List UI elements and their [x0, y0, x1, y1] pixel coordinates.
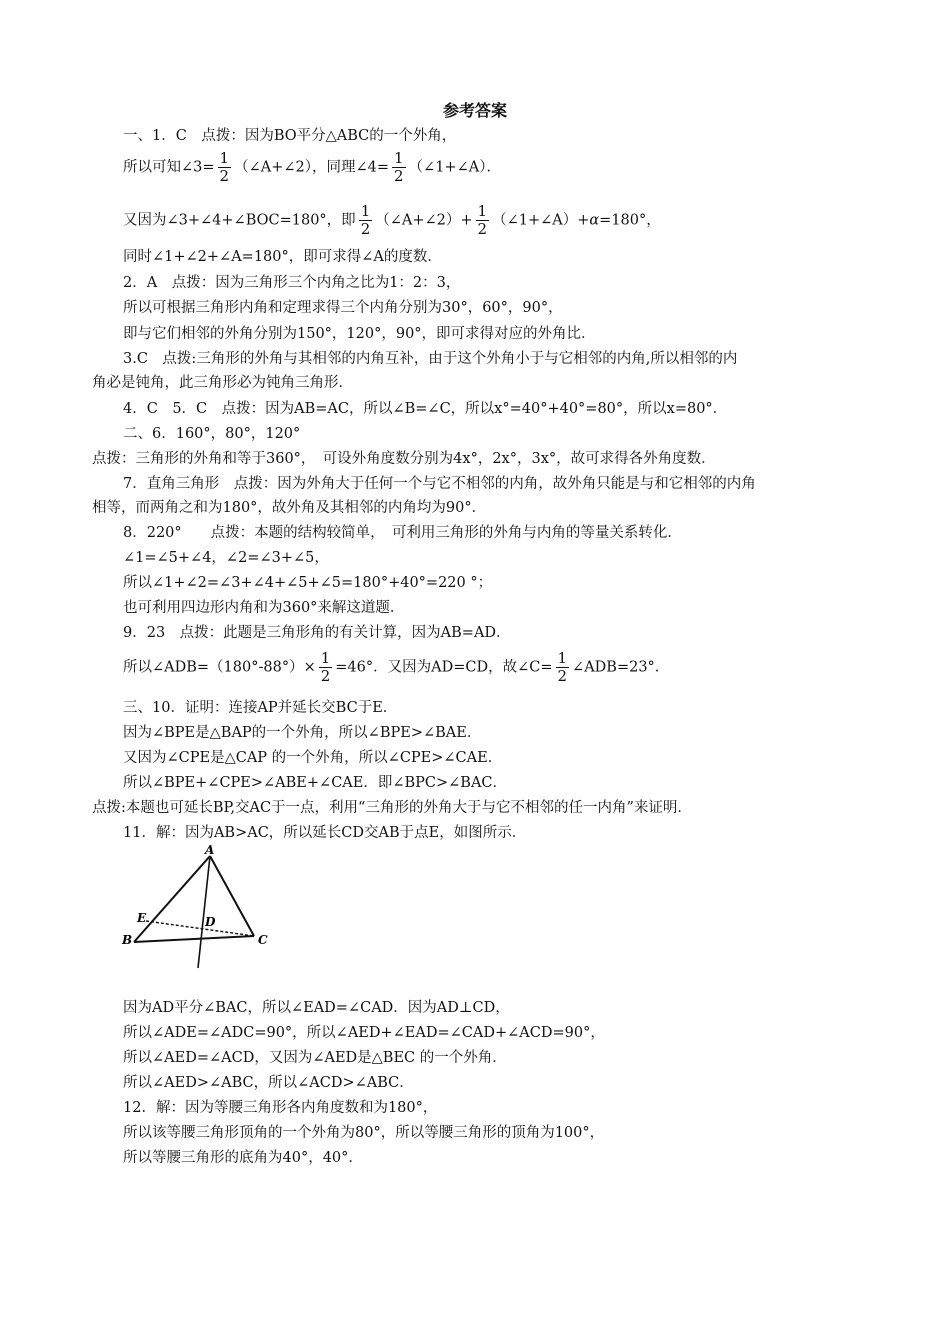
answer-line-12: 8．220° 点拨：本题的结构较简单， 可利用三角形的外角与内角的等量关系转化．	[123, 525, 682, 541]
answer-line-1: 一、1．C 点拨：因为BO平分△ABC的一个外角，	[123, 128, 457, 144]
formula-line-3: 同时∠1+∠2+∠A=180°，即可求得∠A的度数．	[123, 249, 442, 265]
triangle-figure	[118, 840, 278, 972]
answer-line-5: 3.C 点拨:三角形的外角与其相邻的内角互补，由于这个外角小于与它相邻的内角,所以相邻的内	[123, 351, 738, 367]
answer-line-10: 7．直角三角形 点拨：因为外角大于任何一个与它不相邻的内角，故外角只能是与和它相邻的内角	[123, 476, 756, 492]
fraction: $\frac{1}{2}$	[394, 149, 404, 185]
answer-line-27: 12．解：因为等腰三角形各内角度数和为180°，	[123, 1100, 438, 1116]
answer-line-19: 又因为∠CPE是△CAP 的一个外角，所以∠CPE>∠CAE．	[123, 750, 503, 766]
segment-ab	[134, 856, 210, 942]
answer-line-20: 所以∠BPE+∠CPE>∠ABE+∠CAE．即∠BPC>∠BAC．	[123, 775, 508, 791]
label-c: C	[258, 933, 268, 947]
formula-line-1	[123, 150, 501, 185]
segment-bc	[134, 936, 254, 942]
answer-line-16: 9．23 点拨：此题是三角形角的有关计算，因为AB=AD．	[123, 625, 511, 641]
formula-text: （∠1+∠A）．	[408, 159, 501, 176]
answer-line-7: 4．C 5．C 点拨：因为AB=AC，所以∠B=∠C，所以x°=40°+40°=80°，所以x=80°．	[123, 401, 728, 417]
label-d: D	[205, 915, 216, 929]
fraction: $\frac{1}{2}$	[557, 649, 568, 685]
formula-text: =46°．又因为AD=CD，故∠C=	[335, 659, 553, 676]
line-ad	[198, 856, 210, 968]
label-a: A	[205, 843, 215, 857]
answer-line-15: 也可利用四边形内角和为360°来解这道题．	[123, 600, 405, 616]
answer-line-21: 点拨:本题也可延长BP,交AC于一点，利用“三角形的外角大于与它不相邻的任一内角”来证明．	[92, 800, 692, 816]
fraction: $\frac{1}{2}$	[320, 649, 331, 685]
answer-line-25: 所以∠AED=∠ACD，又因为∠AED是△BEC 的一个外角．	[123, 1050, 507, 1066]
answer-line-3: 所以可根据三角形内角和定理求得三个内角分别为30°，60°，90°，	[123, 300, 563, 316]
segment-ac	[210, 856, 254, 936]
answer-line-28: 所以该等腰三角形顶角的一个外角为80°，所以等腰三角形的顶角为100°，	[123, 1125, 605, 1141]
answer-line-29: 所以等腰三角形的底角为40°，40°．	[123, 1150, 363, 1166]
fraction: $\frac{1}{2}$	[477, 202, 488, 238]
formula-text: （∠A+∠2），同理∠4=	[234, 159, 389, 176]
answer-line-9: 点拨：三角形的外角和等于360°， 可设外角度数分别为4x°，2x°，3x°，故可求得各外角度数．	[92, 451, 716, 467]
fraction: $\frac{1}{2}$	[219, 149, 230, 185]
formula-line-9	[123, 650, 669, 685]
answer-line-2: 2．A 点拨：因为三角形三个内角之比为1：2：3，	[123, 275, 461, 291]
answer-line-17: 三、10．证明：连接AP并延长交BC于E．	[123, 700, 398, 716]
formula-text: 又因为∠3+∠4+∠BOC=180°，即	[123, 212, 356, 229]
formula-text: （∠A+∠2）+	[375, 212, 473, 229]
answer-line-4: 即与它们相邻的外角分别为150°，120°，90°，即可求得对应的外角比．	[123, 326, 596, 342]
dashed-ec	[146, 921, 254, 936]
answer-line-14: 所以∠1+∠2=∠3+∠4+∠5+∠5=180°+40°=220 °；	[123, 575, 493, 591]
alpha-symbol: α	[589, 212, 600, 229]
formula-text: =180°，	[599, 212, 661, 229]
label-e: E	[137, 911, 147, 925]
answer-line-8: 二、6．160°，80°，120°	[123, 426, 301, 442]
formula-text: （∠1+∠A）+	[492, 212, 590, 229]
formula-text: 所以∠ADB=（180°-88°）×	[123, 659, 316, 676]
answer-line-11: 相等，而两角之和为180°，故外角及其相邻的内角均为90°．	[92, 500, 487, 516]
formula-text: ∠ADB=23°．	[572, 659, 670, 676]
answer-line-13: ∠1=∠5+∠4，∠2=∠3+∠5，	[123, 550, 329, 566]
answer-line-24: 所以∠ADE=∠ADC=90°，所以∠AED+∠EAD=∠CAD+∠ACD=90°，	[123, 1025, 605, 1041]
answer-line-26: 所以∠AED>∠ABC，所以∠ACD>∠ABC．	[123, 1075, 414, 1091]
page-title: 参考答案	[442, 101, 507, 120]
formula-text: 所以可知∠3=	[123, 159, 215, 176]
answer-line-23: 因为AD平分∠BAC，所以∠EAD=∠CAD．因为AD⊥CD，	[123, 1000, 510, 1016]
label-b: B	[122, 933, 133, 947]
formula-line-2	[123, 203, 661, 238]
answer-line-6: 角必是钝角，此三角形必为钝角三角形．	[92, 375, 353, 391]
answer-line-22: 11．解：因为AB>AC，所以延长CD交AB于点E，如图所示．	[123, 825, 527, 841]
fraction: $\frac{1}{2}$	[360, 202, 371, 238]
answer-line-18: 因为∠BPE是△BAP的一个外角，所以∠BPE>∠BAE．	[123, 725, 482, 741]
